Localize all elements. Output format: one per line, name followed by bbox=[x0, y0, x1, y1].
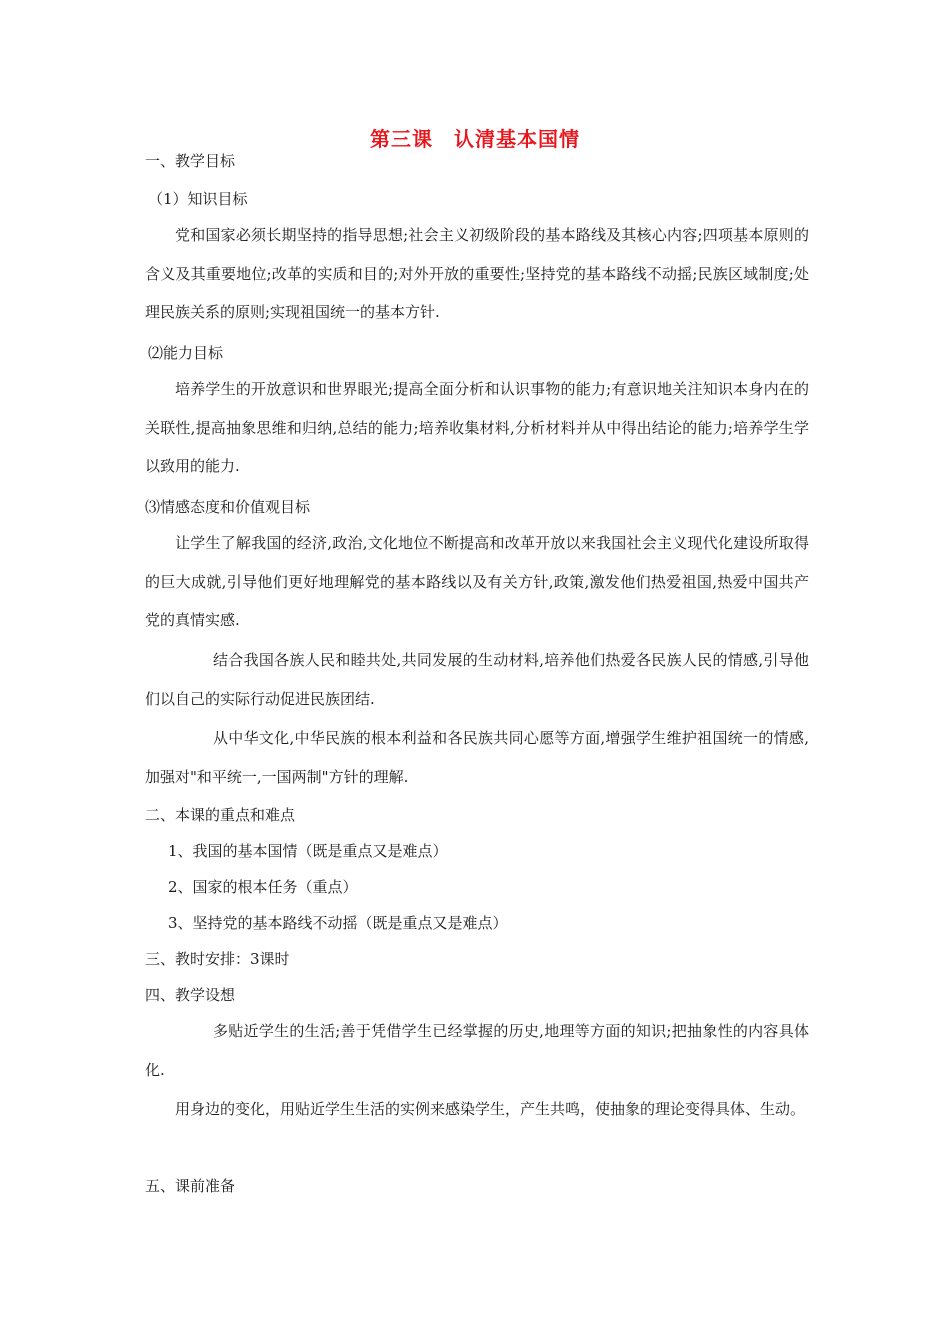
list-item: 3、坚持党的基本路线不动摇（既是重点又是难点） bbox=[168, 914, 508, 932]
list-item: 1、我国的基本国情（既是重点又是难点） bbox=[168, 842, 448, 860]
section-heading-schedule: 三、教时安排：3课时 bbox=[145, 950, 290, 968]
paragraph-emotion-values-1: 让学生了解我国的经济,政治,文化地位不断提高和改革开放以来我国社会主义现代化建设所取得的巨大成就,引导他们更好地理解党的基本路线以及有关方针,政策,激发他们热爱祖国,热爱中国共产党的真情实感. bbox=[145, 534, 809, 629]
subheading-ability-goals: ⑵能力目标 bbox=[148, 344, 224, 362]
page-title: 第三课 认清基本国情 bbox=[370, 127, 580, 151]
list-item: 2、国家的根本任务（重点） bbox=[168, 878, 358, 896]
section-heading-key-points: 二、本课的重点和难点 bbox=[145, 806, 296, 824]
paragraph-teaching-ideas-2: 用身边的变化，用贴近学生生活的实例来感染学生，产生共鸣，使抽象的理论变得具体、生动。 bbox=[175, 1100, 806, 1118]
paragraph-emotion-values-2: 结合我国各族人民和睦共处,共同发展的生动材料,培养他们热爱各民族人民的情感,引导他们以自己的实际行动促进民族团结. bbox=[145, 651, 809, 708]
subheading-emotion-values-goals: ⑶情感态度和价值观目标 bbox=[145, 498, 311, 516]
paragraph-teaching-ideas-1: 多贴近学生的生活;善于凭借学生已经掌握的历史,地理等方面的知识;把抽象性的内容具体化. bbox=[145, 1022, 809, 1079]
section-heading-teaching-ideas: 四、教学设想 bbox=[145, 986, 236, 1004]
section-heading-teaching-goals: 一、教学目标 bbox=[145, 152, 236, 170]
section-heading-preparation: 五、课前准备 bbox=[145, 1177, 236, 1195]
paragraph-ability-goals: 培养学生的开放意识和世界眼光;提高全面分析和认识事物的能力;有意识地关注知识本身内在的关联性,提高抽象思维和归纳,总结的能力;培养收集材料,分析材料并从中得出结论的能力;培养学生学以致用的能力. bbox=[145, 380, 809, 475]
subheading-knowledge-goals: （1）知识目标 bbox=[148, 190, 248, 208]
paragraph-knowledge-goals: 党和国家必须长期坚持的指导思想;社会主义初级阶段的基本路线及其核心内容;四项基本原则的含义及其重要地位;改革的实质和目的;对外开放的重要性;坚持党的基本路线不动摇;民族区域制度;处理民族关系的原则;实现祖国统一的基本方针. bbox=[145, 226, 809, 321]
paragraph-emotion-values-3: 从中华文化,中华民族的根本利益和各民族共同心愿等方面,增强学生维护祖国统一的情感,加强对"和平统一,一国两制"方针的理解. bbox=[145, 729, 809, 786]
